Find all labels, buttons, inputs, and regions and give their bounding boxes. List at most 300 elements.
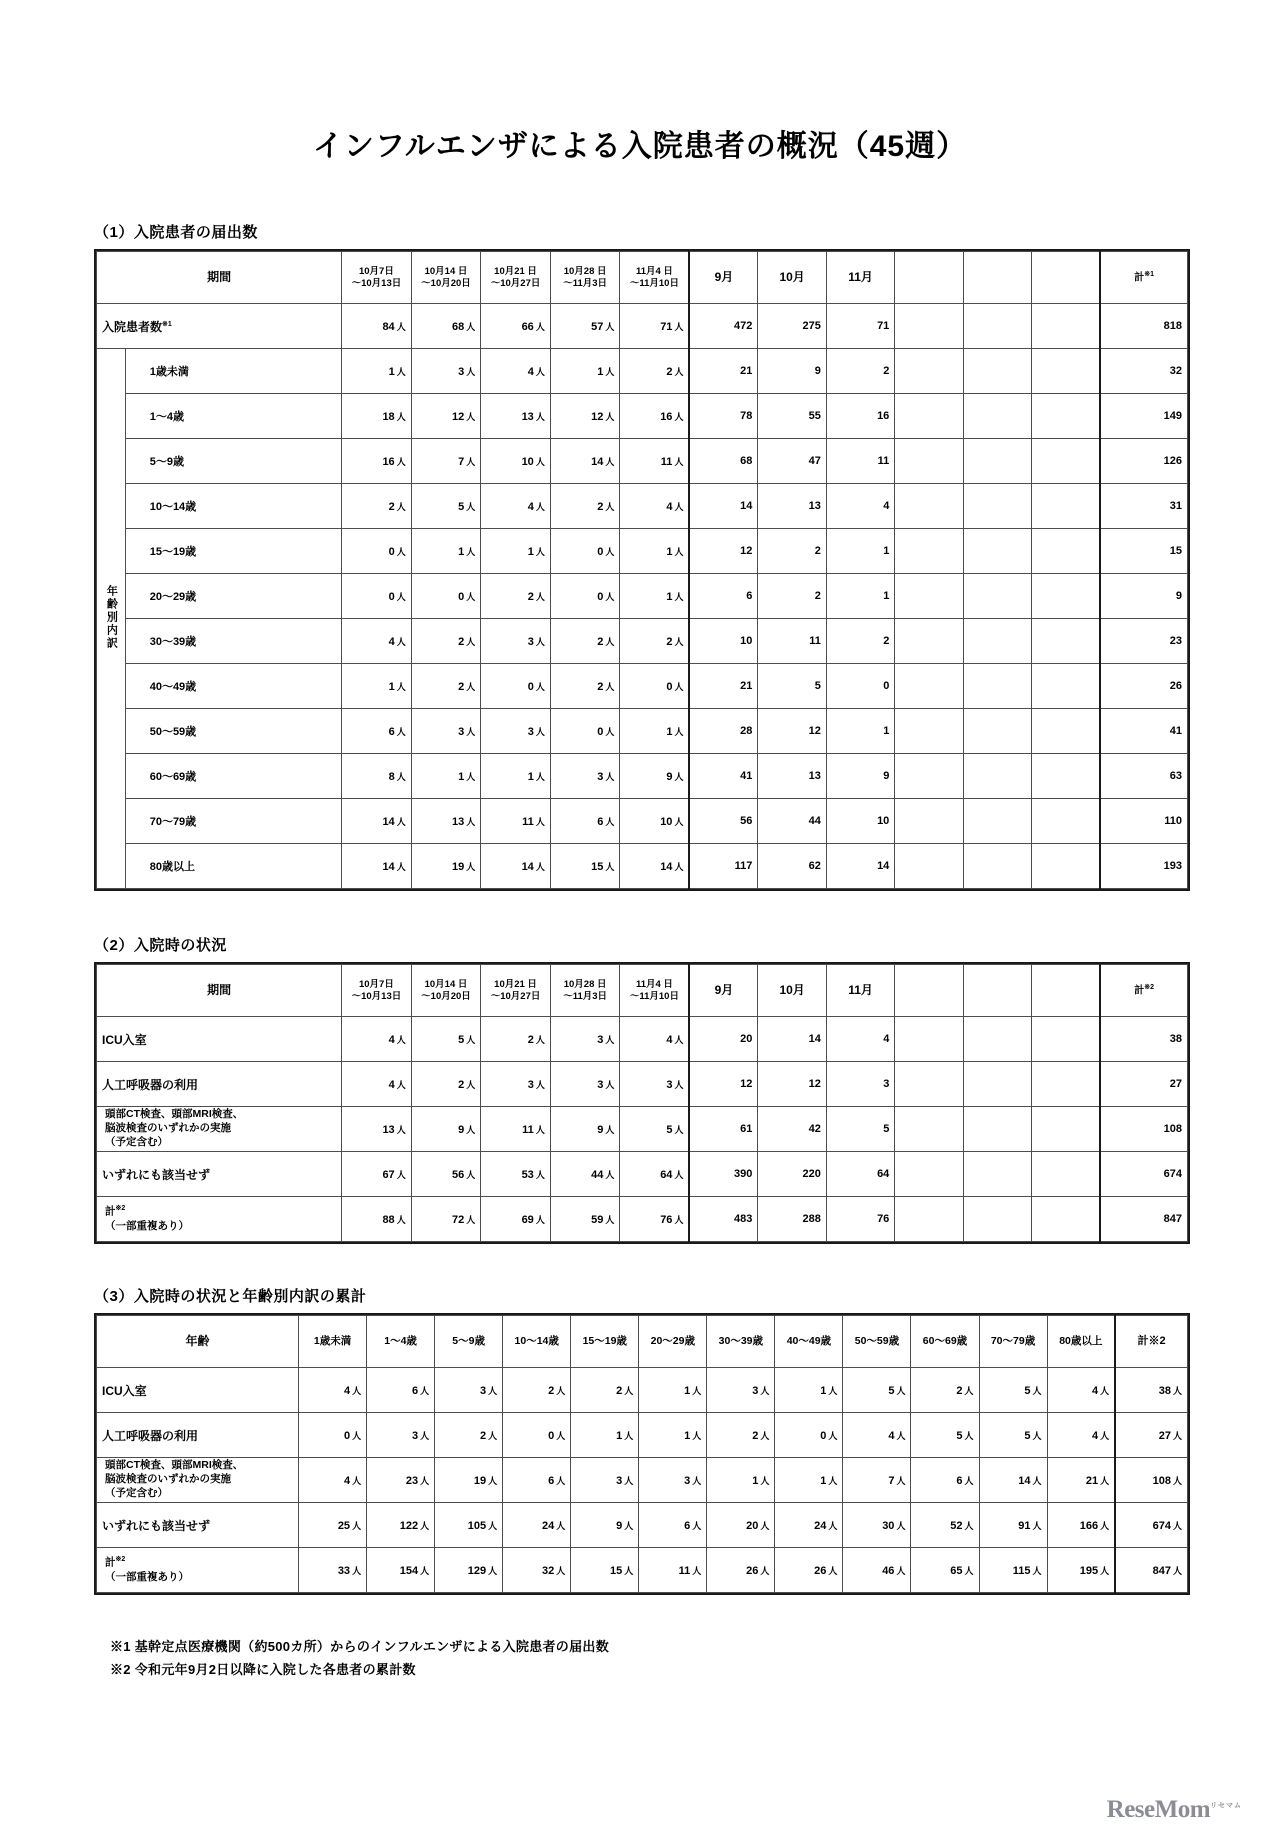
unit-label: 人 [352, 1565, 362, 1576]
table-cell-value: 10 [689, 619, 757, 664]
unit-label: 人 [1032, 1475, 1042, 1486]
table-cell-value: 21 人 [1047, 1458, 1115, 1503]
table-cell-value: 0 人 [299, 1413, 367, 1458]
table-cell-value: 0 人 [550, 529, 620, 574]
unit-label: 人 [896, 1385, 906, 1396]
unit-label: 人 [674, 321, 684, 332]
unit-label: 人 [624, 1430, 634, 1441]
table-row [97, 844, 1188, 889]
unit-label: 人 [396, 411, 406, 422]
unit-label: 人 [674, 1169, 684, 1180]
unit-label: 人 [674, 411, 684, 422]
section-1-heading: （1）入院患者の届出数 [94, 224, 258, 241]
table-cell-empty [895, 529, 963, 574]
table-row [97, 1062, 1188, 1107]
table-cell-value: 12 [758, 1062, 826, 1107]
unit-label: 人 [535, 771, 545, 782]
unit-label: 人 [396, 546, 406, 557]
table-2-header-total: 計$^{※2}$ [1100, 965, 1187, 1017]
unit-label: 人 [396, 456, 406, 467]
unit-label: 人 [674, 546, 684, 557]
table-cell-value: 2 人 [481, 1017, 551, 1062]
unit-label: 人 [1032, 1385, 1042, 1396]
row-label: 1～4歳 [125, 394, 341, 439]
table-cell-value: 4 人 [620, 484, 690, 529]
table-cell-value: 8 人 [342, 754, 412, 799]
unit-label: 人 [488, 1385, 498, 1396]
row-label: 15～19歳 [125, 529, 341, 574]
table-cell-value: 7 人 [843, 1458, 911, 1503]
unit-label: 人 [535, 321, 545, 332]
table-cell-value: 91 人 [979, 1503, 1047, 1548]
unit-label: 人 [352, 1385, 362, 1396]
table-cell-value: 2 [758, 574, 826, 619]
table-cell-value: 3 人 [481, 709, 551, 754]
table-cell-value: 13 [758, 754, 826, 799]
unit-label: 人 [674, 1124, 684, 1135]
table-cell-value: 117 [689, 844, 757, 889]
table-cell-value: 72 人 [411, 1197, 481, 1242]
table-cell-value: 122 人 [367, 1503, 435, 1548]
table-cell-value: 14 人 [481, 844, 551, 889]
unit-label: 人 [396, 1214, 406, 1225]
table-cell-value: 10 [826, 799, 894, 844]
table-cell-empty [963, 1197, 1031, 1242]
unit-label: 人 [535, 636, 545, 647]
unit-label: 人 [896, 1430, 906, 1441]
table-cell-value: 5 [826, 1107, 894, 1152]
table-cell-value: 6 人 [639, 1503, 707, 1548]
unit-label: 人 [352, 1475, 362, 1486]
unit-label: 人 [466, 366, 476, 377]
row-label: 計$^{※2}$ （一部重複あり） [97, 1548, 299, 1593]
table-cell-value: 62 [758, 844, 826, 889]
table-cell-empty [895, 1062, 963, 1107]
table-row [97, 574, 1188, 619]
table-cell-value: 1 人 [342, 349, 412, 394]
table-cell-value: 76 人 [620, 1197, 690, 1242]
table-cell-value: 9 人 [620, 754, 690, 799]
table-cell-empty [963, 439, 1031, 484]
footnote-2: ※2 令和元年9月2日以降に入院した各患者の累計数 [110, 1661, 416, 1677]
unit-label: 人 [466, 1124, 476, 1135]
table-row [97, 1197, 1188, 1242]
section-notifications [94, 221, 1186, 896]
table-cell-value: 15 [1100, 529, 1187, 574]
unit-label: 人 [396, 1079, 406, 1090]
table-cell-value: 30 人 [843, 1503, 911, 1548]
table-cell-empty [963, 304, 1031, 349]
table-cell-value: 3 人 [620, 1062, 690, 1107]
unit-label: 人 [420, 1565, 430, 1576]
table-cell-value: 14 [826, 844, 894, 889]
table-cell-value: 41 [1100, 709, 1187, 754]
table-cell-empty [963, 754, 1031, 799]
table-2-header-period: 期間 [97, 965, 342, 1017]
table-cell-value: 13 人 [342, 1107, 412, 1152]
table-cell-empty [1032, 1152, 1100, 1197]
table-cell-value: 88 人 [342, 1197, 412, 1242]
section-2-heading: （2）入院時の状況 [94, 937, 227, 954]
table-cell-value: 32 人 [503, 1548, 571, 1593]
table-cell-value: 5 人 [411, 1017, 481, 1062]
table-cell-value: 23 [1100, 619, 1187, 664]
unit-label: 人 [896, 1520, 906, 1531]
table-cell-value: 13 人 [481, 394, 551, 439]
table-cell-empty [1032, 439, 1100, 484]
table-cell-value: 14 人 [342, 799, 412, 844]
unit-label: 人 [1100, 1565, 1110, 1576]
unit-label: 人 [605, 1034, 615, 1045]
table-cell-value: 14 人 [550, 439, 620, 484]
table-cell-value: 1 人 [639, 1368, 707, 1413]
row-label: 40～49歳 [125, 664, 341, 709]
table-cell-value: 14 [689, 484, 757, 529]
table-cell-empty [963, 484, 1031, 529]
table-cell-value: 25 人 [299, 1503, 367, 1548]
table-2-header-month-3: 11月 [826, 965, 894, 1017]
table-cell-value: 4 人 [299, 1458, 367, 1503]
table-cell-value: 33 人 [299, 1548, 367, 1593]
table-cell-value: 1 人 [707, 1458, 775, 1503]
unit-label: 人 [605, 861, 615, 872]
unit-label: 人 [674, 861, 684, 872]
table-cell-value: 65 人 [911, 1548, 979, 1593]
table-cell-empty [963, 529, 1031, 574]
table-cell-value: 390 [689, 1152, 757, 1197]
table-2-header-month-2: 10月 [758, 965, 826, 1017]
table-cell-value: 847 人 [1115, 1548, 1187, 1593]
page-title: インフルエンザによる入院患者の概況（45週） [312, 130, 968, 163]
table-cell-value: 0 人 [550, 574, 620, 619]
row-label: 60～69歳 [125, 754, 341, 799]
unit-label: 人 [605, 726, 615, 737]
unit-label: 人 [466, 861, 476, 872]
table-3-header-age-2: 1～4歳 [367, 1316, 435, 1368]
table-row [97, 1107, 1188, 1152]
table-1-header-row [97, 252, 1188, 304]
table-row [97, 1017, 1188, 1062]
table-cell-value: 2 人 [550, 484, 620, 529]
table-cell-empty [963, 1152, 1031, 1197]
table-cell-value: 11 人 [620, 439, 690, 484]
unit-label: 人 [466, 636, 476, 647]
table-cell-empty [895, 664, 963, 709]
table-cell-value: 1 人 [571, 1413, 639, 1458]
table-cell-value: 64 人 [620, 1152, 690, 1197]
table-cell-empty [963, 1017, 1031, 1062]
table-cell-empty [1032, 394, 1100, 439]
table-cell-value: 2 人 [435, 1413, 503, 1458]
table-cell-value: 19 人 [411, 844, 481, 889]
row-label: いずれにも該当せず [97, 1152, 342, 1197]
unit-label: 人 [1100, 1430, 1110, 1441]
unit-label: 人 [674, 1079, 684, 1090]
table-cell-value: 15 人 [550, 844, 620, 889]
unit-label: 人 [535, 411, 545, 422]
unit-label: 人 [605, 366, 615, 377]
table-cell-value: 149 [1100, 394, 1187, 439]
section-3-heading: （3）入院時の状況と年齢別内訳の累計 [94, 1288, 367, 1305]
unit-label: 人 [896, 1475, 906, 1486]
table-2-header-empty-1 [895, 965, 963, 1017]
unit-label: 人 [396, 501, 406, 512]
unit-label: 人 [760, 1565, 770, 1576]
table-cell-value: 2 人 [411, 1062, 481, 1107]
unit-label: 人 [535, 546, 545, 557]
table-row [97, 349, 1188, 394]
unit-label: 人 [352, 1520, 362, 1531]
unit-label: 人 [964, 1520, 974, 1531]
unit-label: 人 [466, 456, 476, 467]
table-cell-empty [895, 799, 963, 844]
unit-label: 人 [605, 1169, 615, 1180]
table-cell-value: 6 人 [367, 1368, 435, 1413]
table-cell-value: 2 人 [620, 619, 690, 664]
watermark-text: ReseMom [1106, 1796, 1211, 1823]
table-cell-value: 2 人 [620, 349, 690, 394]
table-cell-value: 195 人 [1047, 1548, 1115, 1593]
table-cell-value: 1 人 [620, 529, 690, 574]
table-cell-empty [895, 484, 963, 529]
table-cell-value: 4 人 [299, 1368, 367, 1413]
unit-label: 人 [466, 681, 476, 692]
table-1-header-empty-3 [1032, 252, 1100, 304]
table-row [97, 394, 1188, 439]
table-3-wrapper [94, 1313, 1190, 1595]
unit-label: 人 [1100, 1475, 1110, 1486]
unit-label: 人 [624, 1475, 634, 1486]
table-cell-value: 20 [689, 1017, 757, 1062]
table-cell-value: 1 人 [411, 529, 481, 574]
unit-label: 人 [535, 816, 545, 827]
table-row [97, 1458, 1188, 1503]
unit-label: 人 [420, 1385, 430, 1396]
table-cell-value: 61 [689, 1107, 757, 1152]
table-cell-value: 3 人 [639, 1458, 707, 1503]
section-admission-status [94, 934, 1186, 1249]
unit-label: 人 [466, 546, 476, 557]
table-cell-value: 56 人 [411, 1152, 481, 1197]
unit-label: 人 [1172, 1565, 1182, 1576]
unit-label: 人 [420, 1520, 430, 1531]
table-cell-empty [963, 844, 1031, 889]
table-cell-value: 2 人 [411, 664, 481, 709]
table-cell-value: 2 [758, 529, 826, 574]
table-cell-value: 76 [826, 1197, 894, 1242]
table-cell-empty [895, 439, 963, 484]
table-cell-empty [1032, 1062, 1100, 1107]
unit-label: 人 [396, 1169, 406, 1180]
table-cell-value: 23 人 [367, 1458, 435, 1503]
unit-label: 人 [556, 1565, 566, 1576]
table-cell-value: 1 人 [620, 574, 690, 619]
row-label: 10～14歳 [125, 484, 341, 529]
table-cell-value: 2 人 [411, 619, 481, 664]
row-label: 80歳以上 [125, 844, 341, 889]
table-cell-empty [1032, 1017, 1100, 1062]
unit-label: 人 [605, 1124, 615, 1135]
unit-label: 人 [556, 1385, 566, 1396]
table-cell-value: 5 人 [620, 1107, 690, 1152]
table-2-header-month-1: 9月 [689, 965, 757, 1017]
footnotes [110, 1636, 1280, 1682]
table-cell-value: 847 [1100, 1197, 1187, 1242]
table-cell-value: 12 人 [550, 394, 620, 439]
table-cell-value: 53 人 [481, 1152, 551, 1197]
table-3-header-row [97, 1316, 1188, 1368]
table-cell-value: 3 人 [481, 1062, 551, 1107]
table-cell-empty [963, 394, 1031, 439]
unit-label: 人 [466, 1079, 476, 1090]
table-1-header-empty-1 [895, 252, 963, 304]
table-3-header-age-11: 70～79歳 [979, 1316, 1047, 1368]
unit-label: 人 [1172, 1520, 1182, 1531]
table-cell-empty [1032, 349, 1100, 394]
unit-label: 人 [1172, 1475, 1182, 1486]
table-cell-value: 4 人 [342, 619, 412, 664]
table-cell-value: 220 [758, 1152, 826, 1197]
table-cell-empty [1032, 529, 1100, 574]
unit-label: 人 [674, 456, 684, 467]
table-row [97, 709, 1188, 754]
table-1-header-week-1: 10月7日 ～10月13日 [342, 252, 412, 304]
table-2-header-row [97, 965, 1188, 1017]
unit-label: 人 [760, 1430, 770, 1441]
table-2-header-empty-3 [1032, 965, 1100, 1017]
table-cell-value: 3 人 [707, 1368, 775, 1413]
table-cell-value: 4 人 [1047, 1368, 1115, 1413]
unit-label: 人 [674, 366, 684, 377]
table-cell-value: 16 [826, 394, 894, 439]
unit-label: 人 [466, 411, 476, 422]
unit-label: 人 [466, 816, 476, 827]
unit-label: 人 [466, 1034, 476, 1045]
table-cell-value: 13 [758, 484, 826, 529]
table-2-header-week-2: 10月14 日 ～10月20日 [411, 965, 481, 1017]
table-cell-value: 1 人 [342, 664, 412, 709]
table-cell-value: 31 [1100, 484, 1187, 529]
table-cell-value: 14 人 [979, 1458, 1047, 1503]
unit-label: 人 [535, 366, 545, 377]
table-cell-value: 78 [689, 394, 757, 439]
table-cell-value: 10 人 [620, 799, 690, 844]
table-cell-value: 6 人 [342, 709, 412, 754]
table-cell-value: 288 [758, 1197, 826, 1242]
unit-label: 人 [760, 1385, 770, 1396]
table-cell-value: 275 [758, 304, 826, 349]
table-cell-value: 4 人 [620, 1017, 690, 1062]
row-group-label-age-breakdown: 年齢別内訳 [97, 349, 126, 889]
table-cell-empty [895, 1152, 963, 1197]
table-1-header-period: 期間 [97, 252, 342, 304]
table-cell-value: 1 [826, 529, 894, 574]
unit-label: 人 [396, 816, 406, 827]
table-cell-value: 84 人 [342, 304, 412, 349]
table-1-header-week-5: 11月4 日 ～11月10日 [620, 252, 690, 304]
table-cell-empty [895, 394, 963, 439]
table-notifications [96, 251, 1188, 889]
table-cell-empty [1032, 1107, 1100, 1152]
table-cell-value: 483 [689, 1197, 757, 1242]
table-cell-value: 71 [826, 304, 894, 349]
unit-label: 人 [674, 771, 684, 782]
unit-label: 人 [396, 591, 406, 602]
unit-label: 人 [396, 636, 406, 647]
unit-label: 人 [1032, 1520, 1042, 1531]
table-row [97, 1413, 1188, 1458]
table-cell-value: 4 [826, 484, 894, 529]
row-label: 頭部CT検査、頭部MRI検査、 脳波検査のいずれかの実施 （予定含む） [97, 1107, 342, 1152]
unit-label: 人 [466, 771, 476, 782]
unit-label: 人 [605, 816, 615, 827]
unit-label: 人 [605, 591, 615, 602]
table-3-header-age-10: 60～69歳 [911, 1316, 979, 1368]
unit-label: 人 [624, 1565, 634, 1576]
unit-label: 人 [605, 681, 615, 692]
table-cell-empty [963, 709, 1031, 754]
table-cell-value: 472 [689, 304, 757, 349]
table-cell-value: 11 [826, 439, 894, 484]
table-cell-empty [895, 754, 963, 799]
row-label: いずれにも該当せず [97, 1503, 299, 1548]
unit-label: 人 [692, 1565, 702, 1576]
table-cell-value: 0 人 [503, 1413, 571, 1458]
table-cell-value: 2 人 [342, 484, 412, 529]
row-label: 70～79歳 [125, 799, 341, 844]
table-cell-value: 41 [689, 754, 757, 799]
table-cell-empty [1032, 664, 1100, 709]
table-cell-value: 68 人 [411, 304, 481, 349]
unit-label: 人 [466, 321, 476, 332]
table-cell-value: 2 人 [911, 1368, 979, 1413]
unit-label: 人 [692, 1385, 702, 1396]
unit-label: 人 [466, 726, 476, 737]
unit-label: 人 [420, 1430, 430, 1441]
unit-label: 人 [535, 681, 545, 692]
table-cell-value: 193 [1100, 844, 1187, 889]
table-cell-value: 3 人 [571, 1458, 639, 1503]
table-cell-empty [1032, 1197, 1100, 1242]
table-1-header-empty-2 [963, 252, 1031, 304]
table-cell-value: 4 [826, 1017, 894, 1062]
unit-label: 人 [605, 1214, 615, 1225]
table-cell-value: 2 人 [707, 1413, 775, 1458]
table-cell-value: 21 [689, 349, 757, 394]
table-cell-empty [895, 1107, 963, 1152]
unit-label: 人 [396, 726, 406, 737]
table-cell-value: 21 [689, 664, 757, 709]
table-cell-value: 12 [758, 709, 826, 754]
table-cell-empty [1032, 844, 1100, 889]
table-cell-value: 1 人 [481, 529, 551, 574]
unit-label: 人 [828, 1475, 838, 1486]
table-cell-value: 115 人 [979, 1548, 1047, 1593]
table-cell-value: 16 人 [620, 394, 690, 439]
table-row [97, 484, 1188, 529]
table-cell-value: 3 人 [411, 349, 481, 394]
unit-label: 人 [605, 321, 615, 332]
table-row [97, 799, 1188, 844]
row-label: 5～9歳 [125, 439, 341, 484]
unit-label: 人 [396, 1034, 406, 1045]
table-3-header-total: 計※2 [1115, 1316, 1187, 1368]
table-1-header-week-2: 10月14 日 ～10月20日 [411, 252, 481, 304]
table-2-header-empty-2 [963, 965, 1031, 1017]
table-cell-value: 5 人 [979, 1368, 1047, 1413]
table-cell-value: 0 [826, 664, 894, 709]
unit-label: 人 [692, 1520, 702, 1531]
